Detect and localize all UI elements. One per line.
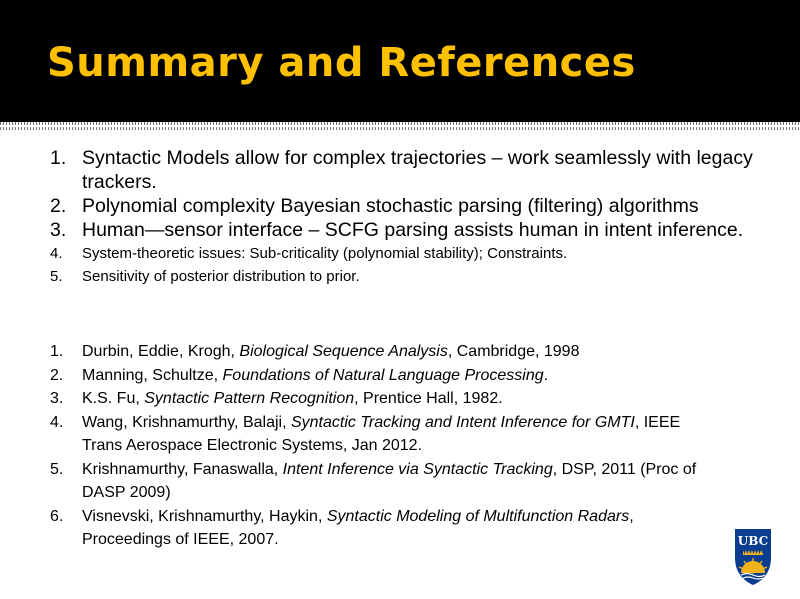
- reference-item: [50, 411, 710, 458]
- reference-item: [50, 364, 710, 388]
- reference-item: [50, 340, 710, 364]
- summary-number: 3.: [50, 219, 67, 241]
- summary-item: [50, 146, 770, 194]
- summary-item: [50, 194, 770, 218]
- reference-item: [50, 458, 710, 505]
- reference-number: 6.: [50, 507, 64, 525]
- title-divider: [0, 122, 800, 130]
- reference-details: .: [543, 366, 549, 384]
- reference-work: Syntactic Pattern Recognition: [144, 390, 355, 407]
- logo-text: UBC: [737, 534, 769, 548]
- ubc-crest-icon: [734, 528, 772, 586]
- reference-details: , Cambridge, 1998: [447, 343, 580, 360]
- reference-authors: Krishnamurthy, Fanaswalla,: [82, 460, 283, 478]
- reference-authors: Durbin, Eddie, Krogh,: [82, 343, 240, 360]
- summary-number: 2.: [50, 195, 67, 217]
- summary-text: Polynomial complexity Bayesian stochastic parsing (filtering) algorithms: [82, 195, 699, 217]
- reference-number: 2.: [50, 366, 64, 384]
- reference-details: , Prentice Hall, 1982.: [354, 390, 503, 407]
- summary-item: [50, 218, 770, 242]
- slide-title: Summary and References: [47, 40, 636, 86]
- reference-item: [50, 387, 710, 411]
- reference-work: Syntactic Tracking and Intent Inference for GMTI: [290, 413, 635, 431]
- reference-authors: Manning, Schultze,: [82, 366, 223, 384]
- reference-work: Syntactic Modeling of Multifunction Radars: [326, 507, 630, 525]
- summary-text: Syntactic Models allow for complex trajectories – work seamlessly with legacy trackers.: [82, 147, 753, 193]
- summary-text: Human—sensor interface – SCFG parsing assists human in intent inference.: [82, 219, 744, 241]
- reference-authors: Wang, Krishnamurthy, Balaji,: [82, 413, 291, 431]
- reference-number: 1.: [50, 343, 64, 360]
- reference-authors: K.S. Fu,: [82, 390, 145, 407]
- summary-number: 4.: [50, 245, 63, 262]
- reference-work: Foundations of Natural Language Processing: [222, 366, 544, 384]
- summary-item: [50, 242, 770, 265]
- reference-work: Biological Sequence Analysis: [239, 343, 448, 360]
- summary-text: System-theoretic issues: Sub-criticality (polynomial stability); Constraints.: [82, 245, 568, 262]
- summary-number: 5.: [50, 268, 63, 285]
- reference-list: [50, 340, 710, 552]
- reference-details: , IEEE Trans Aerospace Electronic Systems, Jan 2012.: [82, 413, 681, 454]
- summary-item: [50, 265, 770, 288]
- reference-item: [50, 505, 710, 552]
- reference-authors: Visnevski, Krishnamurthy, Haykin,: [82, 507, 327, 525]
- reference-number: 5.: [50, 460, 64, 478]
- reference-number: 4.: [50, 413, 64, 431]
- title-bar: [0, 0, 800, 122]
- reference-work: Intent Inference via Syntactic Tracking: [282, 460, 553, 478]
- reference-number: 3.: [50, 390, 64, 407]
- summary-text: Sensitivity of posterior distribution to prior.: [82, 268, 360, 285]
- reference-details: , Proceedings of IEEE, 2007.: [82, 507, 634, 548]
- summary-number: 1.: [50, 147, 67, 169]
- reference-details: , DSP, 2011 (Proc of DASP 2009): [82, 460, 697, 501]
- summary-list: [50, 146, 770, 288]
